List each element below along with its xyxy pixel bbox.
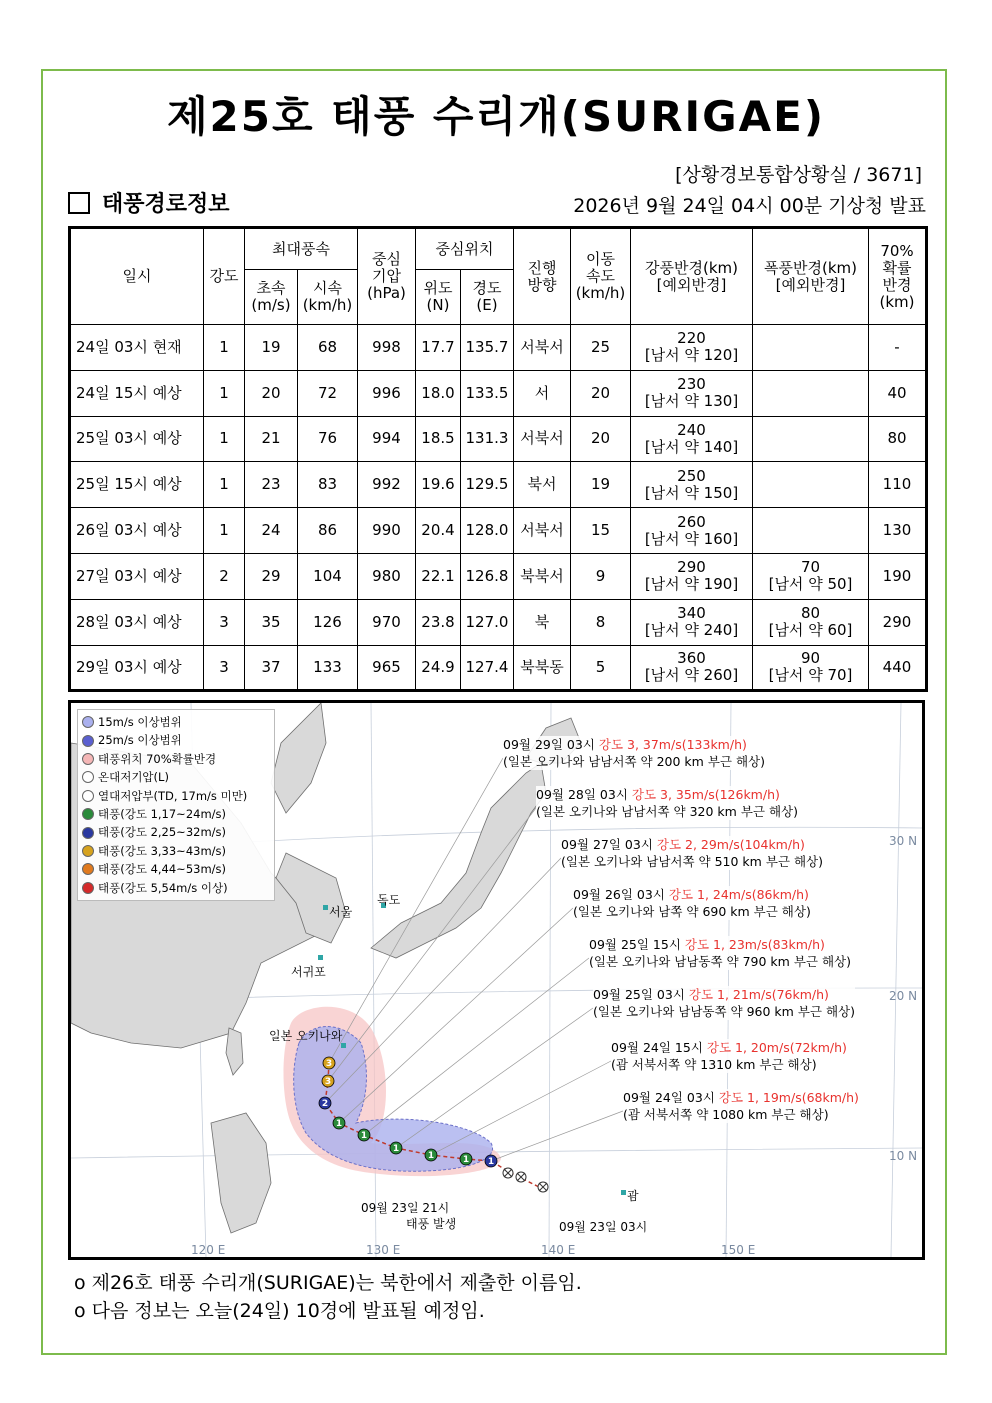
header-center: 중심위치 (416, 228, 514, 270)
annotation-intensity: 강도 3, 37m/s(133km/h) (598, 737, 747, 752)
legend-symbol-icon (82, 863, 94, 875)
cell-pressure: 970 (358, 599, 416, 645)
cell-wind-ms: 19 (245, 325, 298, 371)
cell-wind-ms: 21 (245, 416, 298, 462)
annotation-line1 (611, 1039, 847, 1056)
table-row (70, 370, 927, 416)
legend-label: 15m/s 이상범위 (98, 715, 182, 729)
cell-gale-radius-exception: [남서 약 190] (644, 575, 739, 594)
cell-gale-radius-value: 240 (677, 420, 706, 439)
annotation-desc: (일본 오키나와 남남서쪽 약 510 km 부근 해상) (561, 854, 823, 869)
annotation-line1 (623, 1089, 859, 1106)
issued-time: 2026년 9월 24일 04시 00분 기상청 발표 (573, 195, 926, 217)
cell-lat: 18.5 (416, 416, 461, 462)
cell-gale-radius (631, 553, 753, 599)
cell-time: 24일 03시 현재 (70, 325, 204, 371)
cell-prob-radius: 110 (869, 462, 927, 508)
cell-storm-radius-value: 90 (800, 649, 821, 668)
cell-wind-ms: 20 (245, 370, 298, 416)
cell-direction: 북 (514, 599, 571, 645)
svg-text:2: 2 (321, 1099, 329, 1109)
annotation-intensity: 강도 2, 29m/s(104km/h) (656, 837, 805, 852)
annotation-line1 (573, 886, 811, 903)
cell-gale-radius-value: 230 (677, 375, 706, 394)
cell-pressure: 994 (358, 416, 416, 462)
cell-lat: 18.0 (416, 370, 461, 416)
cell-wind-ms: 23 (245, 462, 298, 508)
table-row (70, 599, 927, 645)
header-wind-ms: 초속 (m/s) (245, 270, 298, 325)
cell-storm-radius (753, 416, 869, 462)
table-row (70, 462, 927, 508)
cell-time: 29일 03시 예상 (70, 645, 204, 691)
cell-direction: 북서 (514, 462, 571, 508)
table-row (70, 325, 927, 371)
header-intensity: 강도 (204, 228, 245, 325)
annotation-intensity: 강도 1, 24m/s(86km/h) (668, 887, 809, 902)
cell-lon: 131.3 (461, 416, 514, 462)
cell-gale-radius-exception: [남서 약 130] (644, 392, 739, 411)
cell-storm-radius (753, 462, 869, 508)
annotation-time: 09월 25일 15시 (589, 937, 681, 952)
place-seoul: 서울 (329, 905, 353, 919)
cell-time: 24일 15시 예상 (70, 370, 204, 416)
cell-lat: 23.8 (416, 599, 461, 645)
cell-speed: 19 (571, 462, 631, 508)
page-title: 제25호 태풍 수리개(SURIGAE) (166, 92, 826, 141)
cell-prob-radius: 440 (869, 645, 927, 691)
cell-gale-radius (631, 599, 753, 645)
cell-wind-kmh: 104 (298, 553, 358, 599)
cell-gale-radius-exception: [남서 약 120] (644, 346, 739, 365)
annotation-intensity: 강도 1, 19m/s(68km/h) (718, 1090, 859, 1105)
cell-prob-radius: 80 (869, 416, 927, 462)
cell-gale-radius-value: 250 (677, 466, 706, 485)
cell-gale-radius (631, 462, 753, 508)
section-title: 태풍경로정보 (102, 192, 230, 217)
grid-lat10: 10 N (889, 1149, 918, 1163)
cell-gale-radius (631, 325, 753, 371)
cell-wind-kmh: 72 (298, 370, 358, 416)
cell-prob-radius: 290 (869, 599, 927, 645)
track-annotation (589, 936, 851, 970)
cell-intensity: 1 (204, 462, 245, 508)
annotation-intensity: 강도 3, 35m/s(126km/h) (631, 787, 780, 802)
cell-storm-radius (753, 508, 869, 554)
track-table (68, 226, 928, 692)
legend-symbol-icon (82, 790, 94, 802)
legend-symbol-icon (82, 808, 94, 820)
place-okinawa: 일본 오키나와 (269, 1029, 343, 1043)
cell-lat: 19.6 (416, 462, 461, 508)
cell-intensity: 1 (204, 508, 245, 554)
header-gale-radius: 강풍반경(km) [예외반경] (631, 228, 753, 325)
cell-wind-kmh: 126 (298, 599, 358, 645)
cell-gale-radius (631, 370, 753, 416)
cell-lon: 135.7 (461, 325, 514, 371)
cell-wind-kmh: 76 (298, 416, 358, 462)
legend-label: 태풍(강도 2,25~32m/s) (98, 825, 227, 840)
legend-symbol-icon (82, 827, 94, 839)
annotation-desc: (일본 오키나와 남남동쪽 약 790 km 부근 해상) (589, 954, 851, 969)
cell-pressure: 990 (358, 508, 416, 554)
annotation-intensity: 강도 1, 21m/s(76km/h) (688, 987, 829, 1002)
annotation-time: 09월 24일 15시 (611, 1040, 703, 1055)
cell-intensity: 1 (204, 325, 245, 371)
cell-storm-radius-value: 80 (800, 604, 821, 623)
legend-item (82, 823, 270, 841)
cell-gale-radius (631, 416, 753, 462)
cell-intensity: 1 (204, 370, 245, 416)
annotation-intensity: 강도 1, 23m/s(83km/h) (684, 937, 825, 952)
cell-gale-radius-value: 340 (677, 604, 706, 623)
annotation-line1 (561, 836, 823, 853)
cell-direction: 서북서 (514, 508, 571, 554)
cell-direction: 북북서 (514, 553, 571, 599)
cell-time: 28일 03시 예상 (70, 599, 204, 645)
cell-pressure: 980 (358, 553, 416, 599)
note-1: o 제26호 태풍 수리개(SURIGAE)는 북한에서 제출한 이름임. (74, 1272, 582, 1294)
note-2: o 다음 정보는 오늘(24일) 10경에 발표될 예정임. (74, 1300, 485, 1322)
header-storm-radius: 폭풍반경(km) [예외반경] (753, 228, 869, 325)
cell-speed: 9 (571, 553, 631, 599)
svg-text:1: 1 (487, 1157, 495, 1167)
checkbox-icon (68, 192, 90, 214)
legend-label: 태풍(강도 4,44~53m/s) (98, 862, 227, 877)
legend-symbol-icon (82, 716, 94, 728)
legend-item (82, 787, 270, 805)
track-annotation (611, 1039, 847, 1073)
legend-label: 태풍(강도 3,33~43m/s) (98, 843, 227, 858)
header-speed: 이동 속도 (km/h) (571, 228, 631, 325)
cell-storm-radius (753, 553, 869, 599)
cell-gale-radius-value: 260 (677, 512, 706, 531)
cell-speed: 15 (571, 508, 631, 554)
table-row (70, 553, 927, 599)
header-max-wind: 최대풍속 (245, 228, 358, 270)
cell-prob-radius: 190 (869, 553, 927, 599)
svg-text:1: 1 (335, 1119, 343, 1129)
legend-item (82, 842, 270, 860)
cell-lon: 127.4 (461, 645, 514, 691)
cell-time: 27일 03시 예상 (70, 553, 204, 599)
cell-gale-radius-exception: [남서 약 150] (644, 483, 739, 502)
cell-lat: 24.9 (416, 645, 461, 691)
place-guam: 괌 (627, 1189, 639, 1203)
legend-symbol-icon (82, 735, 94, 747)
cell-lon: 127.0 (461, 599, 514, 645)
cell-wind-kmh: 83 (298, 462, 358, 508)
annotation-time: 09월 27일 03시 (561, 837, 653, 852)
annotation-time: 09월 25일 03시 (593, 987, 685, 1002)
annotation-time: 09월 24일 03시 (623, 1090, 715, 1105)
legend-symbol-icon (82, 882, 94, 894)
cell-lon: 126.8 (461, 553, 514, 599)
cell-wind-kmh: 86 (298, 508, 358, 554)
header-lat: 위도 (N) (416, 270, 461, 325)
annotation-line1 (503, 736, 765, 753)
annotation-desc: (일본 오키나와 남남서쪽 약 320 km 부근 해상) (536, 804, 798, 819)
legend-item (82, 731, 270, 749)
grid-lon130: 130 E (366, 1243, 401, 1257)
cell-storm-radius (753, 370, 869, 416)
track-annotation (503, 736, 765, 770)
svg-text:1: 1 (360, 1131, 368, 1141)
cell-wind-ms: 24 (245, 508, 298, 554)
cell-lon: 133.5 (461, 370, 514, 416)
typhoon-track-map (68, 700, 925, 1260)
cell-gale-radius-exception: [남서 약 260] (644, 666, 739, 685)
cell-prob-radius: 40 (869, 370, 927, 416)
svg-text:3: 3 (324, 1077, 332, 1087)
cell-storm-radius-exception: [남서 약 70] (768, 666, 853, 685)
cell-wind-ms: 35 (245, 599, 298, 645)
grid-lon150: 150 E (721, 1243, 756, 1257)
cell-direction: 서북서 (514, 325, 571, 371)
cell-wind-ms: 37 (245, 645, 298, 691)
cell-storm-radius (753, 599, 869, 645)
place-dokdo: 독도 (377, 893, 401, 907)
legend-symbol-icon (82, 845, 94, 857)
cell-lat: 17.7 (416, 325, 461, 371)
header-direction: 진행 방향 (514, 228, 571, 325)
cell-intensity: 2 (204, 553, 245, 599)
cell-storm-radius-value: 70 (800, 558, 821, 577)
formed-label: 태풍 발생 (406, 1217, 457, 1231)
map-legend (77, 709, 275, 901)
cell-direction: 서 (514, 370, 571, 416)
track-annotation (623, 1089, 859, 1123)
svg-text:3: 3 (325, 1059, 333, 1069)
legend-label: 태풍(강도 5,54m/s 이상) (98, 880, 228, 895)
grid-lon140: 140 E (541, 1243, 576, 1257)
annotation-time: 09월 26일 03시 (573, 887, 665, 902)
grid-lat30: 30 N (889, 834, 918, 848)
grid-lat20: 20 N (889, 989, 918, 1003)
track-annotation (536, 786, 798, 820)
cell-direction: 북북동 (514, 645, 571, 691)
formed-time: 09월 23일 21시 (361, 1201, 450, 1215)
cell-speed: 20 (571, 370, 631, 416)
legend-item (82, 805, 270, 823)
td-time: 09월 23일 03시 (559, 1220, 648, 1234)
annotation-desc: (괌 서북서쪽 약 1310 km 부근 해상) (611, 1057, 817, 1072)
place-seogwipo: 서귀포 (291, 965, 326, 979)
legend-item (82, 879, 270, 897)
svg-text:1: 1 (427, 1151, 435, 1161)
cell-lat: 20.4 (416, 508, 461, 554)
legend-item (82, 713, 270, 731)
header-wind-kmh: 시속 (km/h) (298, 270, 358, 325)
annotation-line1 (536, 786, 798, 803)
cell-pressure: 996 (358, 370, 416, 416)
grid-lon120: 120 E (191, 1243, 226, 1257)
table-row (70, 645, 927, 691)
legend-symbol-icon (82, 753, 94, 765)
cell-intensity: 3 (204, 599, 245, 645)
cell-gale-radius (631, 508, 753, 554)
legend-label: 태풍위치 70%확률반경 (98, 751, 217, 766)
legend-item (82, 860, 270, 878)
table-row (70, 508, 927, 554)
cell-prob-radius: - (869, 325, 927, 371)
cell-wind-kmh: 133 (298, 645, 358, 691)
header-prob-radius: 70% 확률 반경 (km) (869, 228, 927, 325)
svg-text:1: 1 (392, 1144, 400, 1154)
annotation-time: 09월 28일 03시 (536, 787, 628, 802)
legend-symbol-icon (82, 771, 94, 783)
legend-item (82, 768, 270, 786)
cell-gale-radius (631, 645, 753, 691)
cell-pressure: 998 (358, 325, 416, 371)
cell-time: 25일 03시 예상 (70, 416, 204, 462)
legend-label: 태풍(강도 1,17~24m/s) (98, 807, 227, 822)
cell-speed: 5 (571, 645, 631, 691)
annotation-desc: (일본 오키나와 남남동쪽 약 960 km 부근 해상) (593, 1004, 855, 1019)
annotation-line1 (589, 936, 851, 953)
legend-label: 온대저기압(L) (98, 770, 169, 785)
cell-time: 26일 03시 예상 (70, 508, 204, 554)
cell-gale-radius-exception: [남서 약 140] (644, 437, 739, 456)
cell-storm-radius (753, 325, 869, 371)
cell-gale-radius-value: 220 (677, 329, 706, 348)
legend-label: 열대저압부(TD, 17m/s 미만) (98, 788, 248, 803)
cell-time: 25일 15시 예상 (70, 462, 204, 508)
header-pressure: 중심 기압 (hPa) (358, 228, 416, 325)
legend-item (82, 750, 270, 768)
cell-gale-radius-value: 360 (677, 649, 706, 668)
annotation-desc: (일본 오키나와 남남서쪽 약 200 km 부근 해상) (503, 754, 765, 769)
cell-speed: 8 (571, 599, 631, 645)
cell-storm-radius-exception: [남서 약 50] (768, 575, 853, 594)
cell-direction: 서북서 (514, 416, 571, 462)
legend-label: 25m/s 이상범위 (98, 733, 182, 748)
annotation-desc: (괌 서북서쪽 약 1080 km 부근 해상) (623, 1107, 829, 1122)
cell-prob-radius: 130 (869, 508, 927, 554)
cell-gale-radius-exception: [남서 약 160] (644, 529, 739, 548)
header-lon: 경도 (E) (461, 270, 514, 325)
annotation-time: 09월 29일 03시 (503, 737, 595, 752)
annotation-line1 (593, 986, 855, 1003)
track-annotation (561, 836, 823, 870)
section-header (68, 187, 230, 218)
svg-text:1: 1 (462, 1155, 470, 1165)
cell-wind-ms: 29 (245, 553, 298, 599)
annotation-intensity: 강도 1, 20m/s(72km/h) (706, 1040, 847, 1055)
cell-intensity: 1 (204, 416, 245, 462)
cell-lon: 128.0 (461, 508, 514, 554)
cell-storm-radius-exception: [남서 약 60] (768, 621, 853, 640)
cell-speed: 20 (571, 416, 631, 462)
track-table-body (70, 325, 927, 691)
cell-wind-kmh: 68 (298, 325, 358, 371)
cell-gale-radius-exception: [남서 약 240] (644, 621, 739, 640)
header-time: 일시 (70, 228, 204, 325)
track-annotation (593, 986, 855, 1020)
track-annotation (573, 886, 811, 920)
cell-intensity: 3 (204, 645, 245, 691)
cell-storm-radius (753, 645, 869, 691)
annotation-desc: (일본 오키나와 남쪽 약 690 km 부근 해상) (573, 904, 811, 919)
cell-pressure: 992 (358, 462, 416, 508)
cell-gale-radius-value: 290 (677, 558, 706, 577)
table-row (70, 416, 927, 462)
cell-pressure: 965 (358, 645, 416, 691)
cell-lat: 22.1 (416, 553, 461, 599)
cell-speed: 25 (571, 325, 631, 371)
cell-lon: 129.5 (461, 462, 514, 508)
source-label: [상황경보통합상황실 / 3671] (675, 164, 922, 186)
